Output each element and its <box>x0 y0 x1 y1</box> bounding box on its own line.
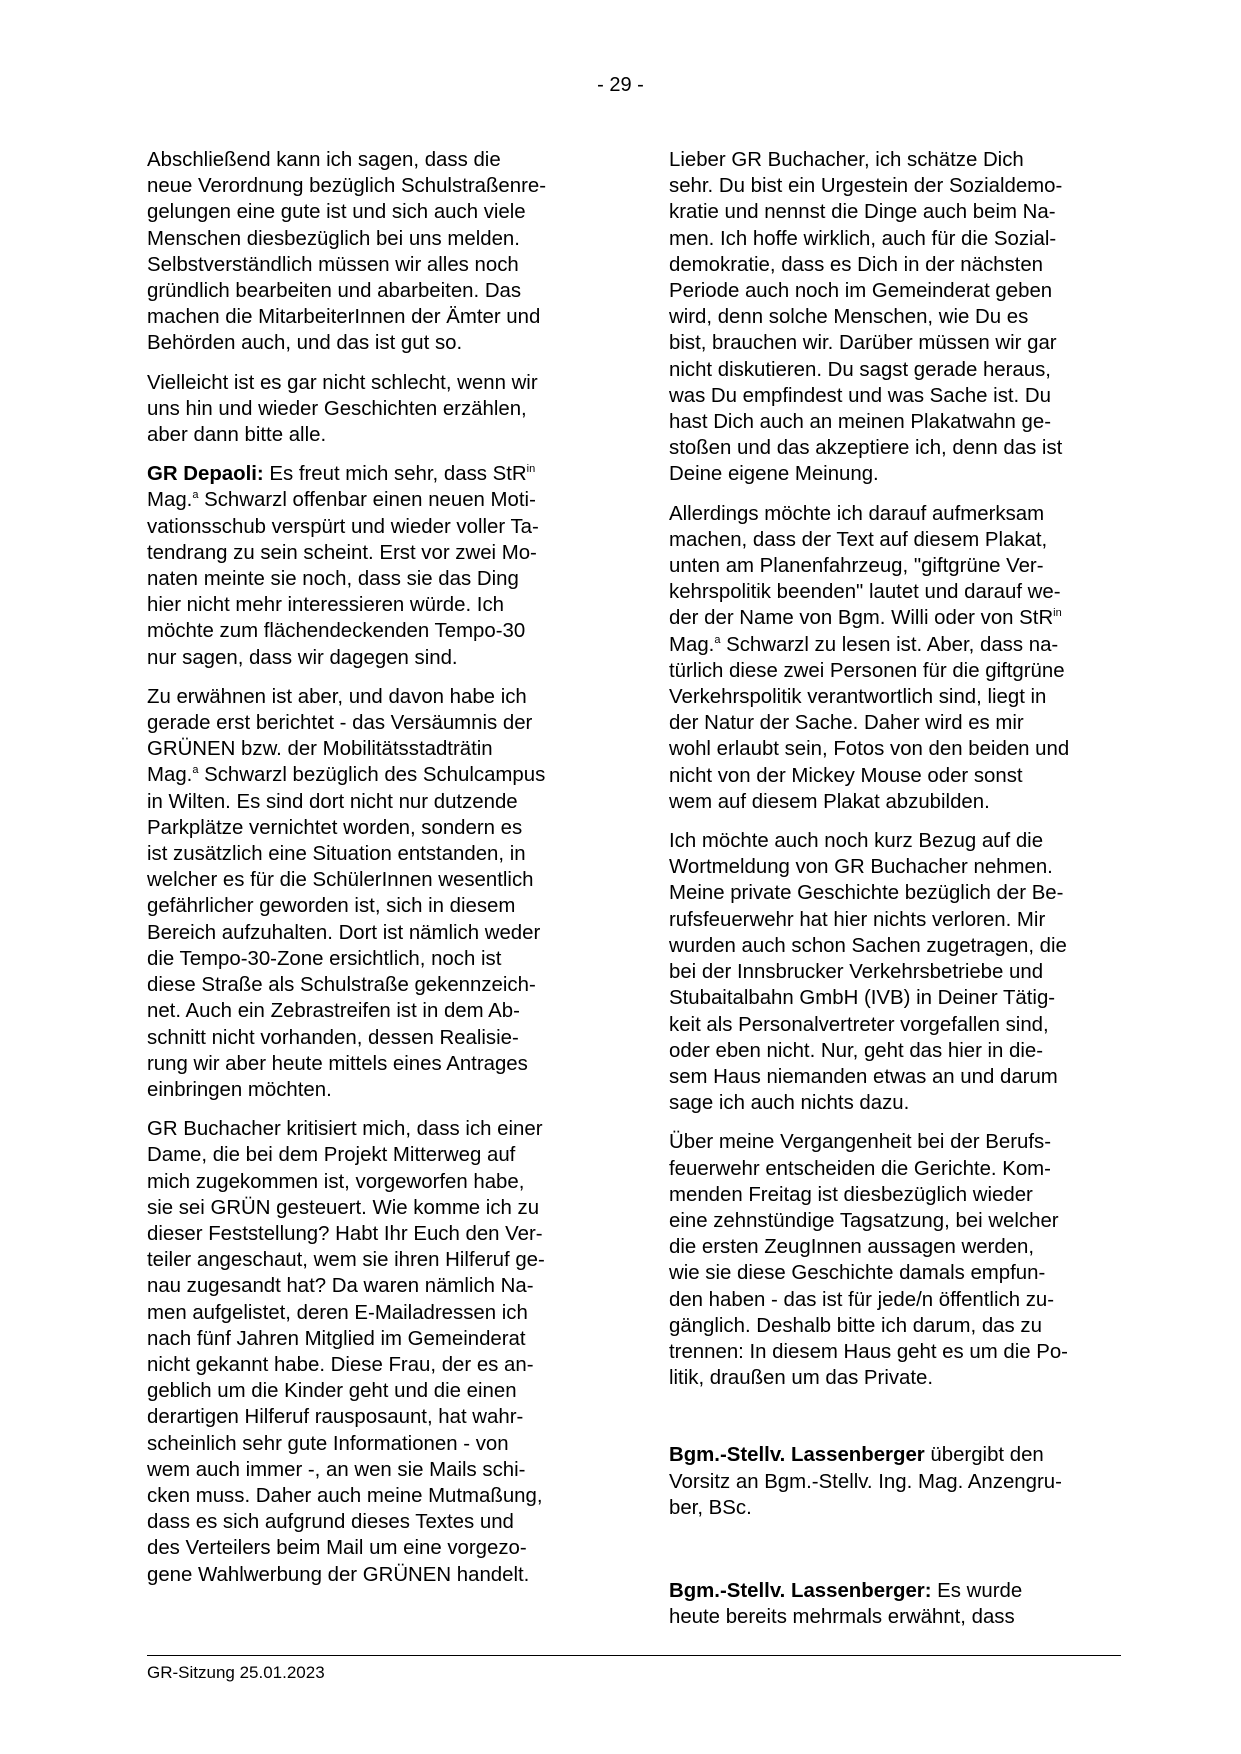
text-line: teiler angeschaut, wem sie ihren Hilferuf ge- <box>147 1249 545 1272</box>
text-line: gründlich bearbeiten und abarbeiten. Das <box>147 280 522 303</box>
speaker-name: Bgm.-Stellv. Lassenberger <box>669 1444 925 1467</box>
text-line: nicht gekannt habe. Diese Frau, der es an- <box>147 1353 534 1376</box>
text-line: gelungen eine gute ist und sich auch viele <box>147 201 526 224</box>
text-line: litik, draußen um das Private. <box>669 1367 934 1390</box>
text-line: rung wir aber heute mittels eines Antrages <box>147 1052 528 1075</box>
superscript: in <box>526 463 536 476</box>
text-line: demokratie, dass es Dich in der nächsten <box>669 253 1044 276</box>
text-line: unten am Planenfahrzeug, "giftgrüne Ver- <box>669 555 1044 578</box>
text-line: Ich möchte auch noch kurz Bezug auf die <box>669 830 1044 853</box>
text-line <box>147 487 599 513</box>
text-line: derartigen Hilferuf rausposaunt, hat wahr- <box>147 1406 524 1429</box>
text-line: Vielleicht ist es gar nicht schlecht, wenn wir <box>147 371 538 394</box>
text-line: Selbstverständlich müssen wir alles noch <box>147 253 519 276</box>
text-line: Dame, die bei dem Projekt Mitterweg auf <box>147 1144 516 1167</box>
text-line: nach fünf Jahren Mitglied im Gemeinderat <box>147 1327 526 1350</box>
text-line: scheinlich sehr gute Informationen - von <box>147 1432 509 1455</box>
footer-session-date: GR-Sitzung 25.01.2023 <box>147 1663 325 1682</box>
text-line: nicht diskutieren. Du sagst gerade heraus, <box>669 358 1051 381</box>
text-line: GRÜNEN bzw. der Mobilitätsstadträtin <box>147 738 493 761</box>
text-line: möchte zum flächendeckenden Tempo-30 <box>147 620 526 643</box>
left-column <box>147 147 599 1601</box>
text-line <box>669 1578 1121 1604</box>
text-line: Lieber GR Buchacher, ich schätze Dich <box>669 149 1024 171</box>
text-line: bist, brauchen wir. Darüber müssen wir gar <box>669 332 1057 355</box>
text-line: geblich um die Kinder geht und die einen <box>147 1380 517 1403</box>
text-line: stoßen und das akzeptiere ich, denn das ist <box>669 437 1063 460</box>
chair-handover <box>669 1442 1121 1521</box>
text-line: mich zugekommen ist, vorgeworfen habe, <box>147 1170 525 1193</box>
text-line: nau zugesandt hat? Da waren nämlich Na- <box>147 1275 534 1298</box>
footer-divider <box>147 1655 1121 1656</box>
text-line: sie sei GRÜN gesteuert. Wie komme ich zu <box>147 1196 540 1219</box>
text-line: Stubaitalbahn GmbH (IVB) in Deiner Tätig- <box>669 987 1056 1010</box>
text-line: nicht von der Mickey Mouse oder sonst <box>669 764 1023 787</box>
text-line: dieser Feststellung? Habt Ihr Euch den Ver- <box>147 1222 543 1245</box>
text-line: rufsfeuerwehr hat hier nichts verloren. Mir <box>669 908 1046 931</box>
speech-depaoli <box>147 461 599 671</box>
paragraph <box>147 1116 599 1588</box>
superscript: a <box>192 764 199 777</box>
text-line <box>147 461 599 487</box>
text-line: Allerdings möchte ich darauf aufmerksam <box>669 502 1045 525</box>
text-line: eine zehnstündige Tagsatzung, bei welcher <box>669 1209 1059 1232</box>
paragraph <box>669 1129 1121 1391</box>
text-line <box>669 1442 1121 1468</box>
text-line: die ersten ZeugInnen aussagen werden, <box>669 1236 1035 1259</box>
paragraph <box>669 147 1121 488</box>
text-line: wohl erlaubt sein, Fotos von den beiden und <box>669 738 1070 761</box>
text-line: Wortmeldung von GR Buchacher nehmen. <box>669 856 1053 879</box>
text-fragment: Mag. <box>147 764 193 787</box>
text-fragment: Es wurde <box>931 1579 1023 1602</box>
text-line: schnitt nicht vorhanden, dessen Realisie- <box>147 1026 519 1049</box>
text-line: sage ich auch nichts dazu. <box>669 1092 910 1115</box>
text-line: die Tempo-30-Zone ersichtlich, noch ist <box>147 947 502 970</box>
text-line: gerade erst berichtet - das Versäumnis der <box>147 712 533 735</box>
text-line: men. Ich hoffe wirklich, auch für die Sozial- <box>669 227 1057 250</box>
text-line: naten meinte sie noch, dass sie das Ding <box>147 568 519 591</box>
text-line: welcher es für die SchülerInnen wesentlich <box>147 869 534 892</box>
text-line: was Du empfindest und was Sache ist. Du <box>669 384 1051 407</box>
right-column <box>669 147 1121 1643</box>
text-line: tendrang zu sein scheint. Erst vor zwei Mo- <box>147 541 537 564</box>
text-line: kratie und nennst die Dinge auch beim Na- <box>669 201 1056 224</box>
text-fragment: Es freut mich sehr, dass StR <box>263 463 527 486</box>
text-line: kehrspolitik beenden" lautet und darauf we- <box>669 581 1061 604</box>
text-line: in Wilten. Es sind dort nicht nur dutzende <box>147 790 518 813</box>
text-fragment: Mag. <box>147 489 193 512</box>
text-line: des Verteilers beim Mail um eine vorgezo- <box>147 1537 527 1560</box>
page-number: - 29 - <box>597 74 644 96</box>
paragraph <box>669 828 1121 1116</box>
text-line: den haben - das ist für jede/n öffentlich zu- <box>669 1288 1055 1311</box>
text-line: Verkehrspolitik verantwortlich sind, liegt in <box>669 686 1047 709</box>
text-line: hier nicht mehr interessieren würde. Ich <box>147 594 504 617</box>
text-line: wem auf diesem Plakat abzubilden. <box>669 790 990 813</box>
speech-lassenberger <box>669 1578 1121 1630</box>
text-line: Parkplätze vernichtet worden, sondern es <box>147 816 523 839</box>
text-line: sem Haus niemanden etwas an und darum <box>669 1065 1058 1088</box>
text-line: vationsschub verspürt und wieder voller Ta- <box>147 515 539 538</box>
spacer <box>669 1404 1121 1442</box>
speaker-name: Bgm.-Stellv. Lassenberger: <box>669 1579 932 1602</box>
text-line: ber, BSc. <box>669 1496 752 1519</box>
paragraph <box>147 370 599 449</box>
text-line: machen, dass der Text auf diesem Plakat, <box>669 528 1048 551</box>
text-line: feuerwehr entscheiden die Gerichte. Kom- <box>669 1157 1051 1180</box>
text-line: machen die MitarbeiterInnen der Ämter und <box>147 306 541 329</box>
text-line <box>669 632 1121 658</box>
text-line: diese Straße als Schulstraße gekennzeich- <box>147 974 536 997</box>
speaker-name: GR Depaoli: <box>147 463 264 486</box>
text-line: Deine eigene Meinung. <box>669 463 879 486</box>
text-line: nur sagen, dass wir dagegen sind. <box>147 646 458 669</box>
text-line: türlich diese zwei Personen für die giftgrüne <box>669 659 1065 682</box>
text-line: Zu erwähnen ist aber, und davon habe ich <box>147 685 527 708</box>
text-fragment: Mag. <box>669 633 715 656</box>
text-line <box>147 762 599 788</box>
text-line: men aufgelistet, deren E-Mailadressen ich <box>147 1301 528 1324</box>
text-line: ist zusätzlich eine Situation entstanden, in <box>147 843 526 866</box>
text-line: gene Wahlwerbung der GRÜNEN handelt. <box>147 1563 530 1586</box>
text-line: einbringen möchten. <box>147 1078 332 1101</box>
text-line: GR Buchacher kritisiert mich, dass ich einer <box>147 1118 543 1141</box>
superscript: a <box>714 633 721 646</box>
text-line: wem auch immer -, an wen sie Mails schi- <box>147 1458 526 1481</box>
text-line: uns hin und wieder Geschichten erzählen, <box>147 397 527 420</box>
text-line: Menschen diesbezüglich bei uns melden. <box>147 227 520 250</box>
text-fragment: Schwarzl bezüglich des Schulcampus <box>198 764 546 787</box>
text-line: Periode auch noch im Gemeinderat geben <box>669 280 1053 303</box>
superscript: a <box>192 489 199 502</box>
text-line: wie sie diese Geschichte damals empfun- <box>669 1262 1046 1285</box>
text-line: Vorsitz an Bgm.-Stellv. Ing. Mag. Anzengru- <box>669 1470 1062 1493</box>
text-line: Bereich aufzuhalten. Dort ist nämlich weder <box>147 921 541 944</box>
text-line: hast Dich auch an meinen Plakatwahn ge- <box>669 411 1051 434</box>
text-line: Über meine Vergangenheit bei der Berufs- <box>669 1131 1051 1154</box>
text-line: Abschließend kann ich sagen, dass die <box>147 149 501 171</box>
text-line: trennen: In diesem Haus geht es um die Po- <box>669 1340 1068 1363</box>
text-line: gänglich. Deshalb bitte ich darum, das zu <box>669 1314 1042 1337</box>
text-fragment: Schwarzl zu lesen ist. Aber, dass na- <box>720 633 1059 656</box>
text-line: net. Auch ein Zebrastreifen ist in dem Ab- <box>147 1000 520 1023</box>
text-line: neue Verordnung bezüglich Schulstraßenre- <box>147 175 547 198</box>
text-line: cken muss. Daher auch meine Mutmaßung, <box>147 1484 543 1507</box>
superscript: in <box>1053 607 1062 620</box>
text-line: wurden auch schon Sachen zugetragen, die <box>669 934 1067 957</box>
text-fragment: übergibt den <box>924 1444 1044 1467</box>
paragraph <box>147 147 599 357</box>
text-fragment: Schwarzl offenbar einen neuen Moti- <box>198 489 536 512</box>
text-line: der Natur der Sache. Daher wird es mir <box>669 712 1024 735</box>
text-line <box>669 605 1121 631</box>
text-line: Meine private Geschichte bezüglich der Be- <box>669 882 1064 905</box>
text-line: menden Freitag ist diesbezüglich wieder <box>669 1183 1033 1206</box>
text-line: gefährlicher geworden ist, sich in diesem <box>147 895 516 918</box>
text-line: dass es sich aufgrund dieses Textes und <box>147 1511 514 1534</box>
spacer <box>669 1534 1121 1578</box>
text-line: heute bereits mehrmals erwähnt, dass <box>669 1606 1015 1629</box>
text-fragment: der der Name von Bgm. Willi oder von StR <box>669 607 1054 630</box>
text-line: sehr. Du bist ein Urgestein der Sozialdemo- <box>669 175 1063 198</box>
paragraph <box>147 684 599 1103</box>
text-line: bei der Innsbrucker Verkehrsbetriebe und <box>669 961 1044 984</box>
text-line: oder eben nicht. Nur, geht das hier in die- <box>669 1039 1044 1062</box>
text-line: Behörden auch, und das ist gut so. <box>147 332 463 355</box>
text-line: aber dann bitte alle. <box>147 424 327 447</box>
text-line: keit als Personalvertreter vorgefallen sind, <box>669 1013 1049 1036</box>
text-line: wird, denn solche Menschen, wie Du es <box>669 306 1029 329</box>
paragraph <box>669 501 1121 815</box>
